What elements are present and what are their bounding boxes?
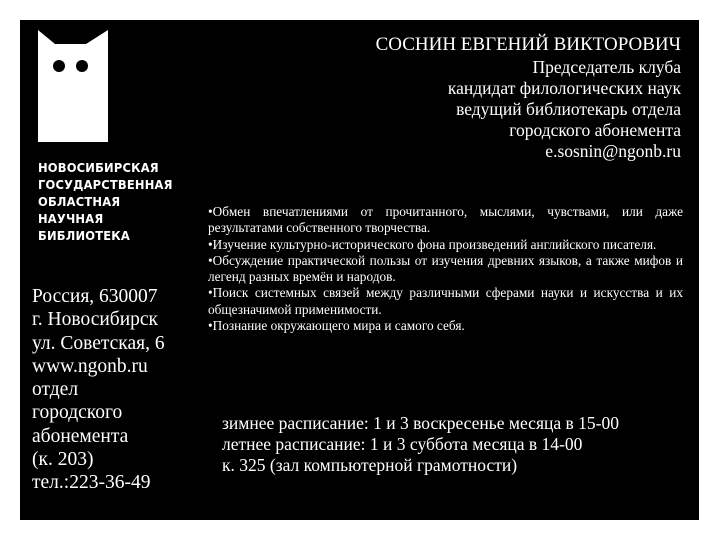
library-name-line: НАУЧНАЯ <box>38 211 104 226</box>
library-name-line: НОВОСИБИРСКАЯ <box>38 160 159 175</box>
contact-line: кандидат филологических наук <box>447 78 681 98</box>
address-line: городского <box>32 402 123 424</box>
person-name: СОСНИН ЕВГЕНИЙ ВИКТОРОВИЧ <box>375 34 681 55</box>
phone-number: тел.:223-36-49 <box>32 472 151 494</box>
topic-item: •Обсуждение практической пользы от изучения древних языков, а также мифов и легенд разных времён и народов. <box>208 252 683 285</box>
topic-item: •Познание окружающего мира и самого себя. <box>208 318 465 334</box>
address-line: ул. Советская, 6 <box>32 332 165 354</box>
info-card <box>20 20 699 520</box>
contact-line: Председатель клуба <box>532 57 681 77</box>
library-name-line: ОБЛАСТНАЯ <box>38 194 121 209</box>
address-line: (к. 203) <box>32 449 94 471</box>
schedule-block <box>222 413 692 476</box>
library-name <box>38 159 185 244</box>
schedule-line: летнее расписание: 1 и 3 суббота месяца в 14-00 <box>222 434 583 454</box>
library-name-line: БИБЛИОТЕКА <box>38 228 130 243</box>
email-link[interactable]: e.sosnin@ngonb.ru <box>545 141 681 161</box>
contact-block <box>376 34 681 162</box>
schedule-line: к. 325 (зал компьютерной грамотности) <box>222 455 518 475</box>
topic-item: •Изучение культурно-исторического фона произведений английского писателя. <box>208 236 657 252</box>
address-line: Россия, 630007 <box>32 286 158 307</box>
owl-logo-icon <box>38 30 108 142</box>
website-link[interactable]: www.ngonb.ru <box>32 355 148 377</box>
address-line: отдел <box>32 379 79 401</box>
address-line: г. Новосибирск <box>32 309 159 331</box>
library-address <box>32 285 217 495</box>
topics-list <box>208 204 683 334</box>
contact-line: ведущий библиотекарь отдела <box>456 99 681 119</box>
library-name-line: ГОСУДАРСТВЕННАЯ <box>38 177 173 192</box>
address-line: абонемента <box>32 425 129 447</box>
topic-item: •Обмен впечатлениями от прочитанного, мыслями, чувствами, или даже результатами собственного творчества. <box>208 204 683 236</box>
topic-item: •Поиск системных связей между различными сферами науки и искусства и их общезначимой применимости. <box>208 285 683 317</box>
schedule-line: зимнее расписание: 1 и 3 воскресенье месяца в 15-00 <box>222 413 619 433</box>
contact-line: городского абонемента <box>509 120 681 140</box>
